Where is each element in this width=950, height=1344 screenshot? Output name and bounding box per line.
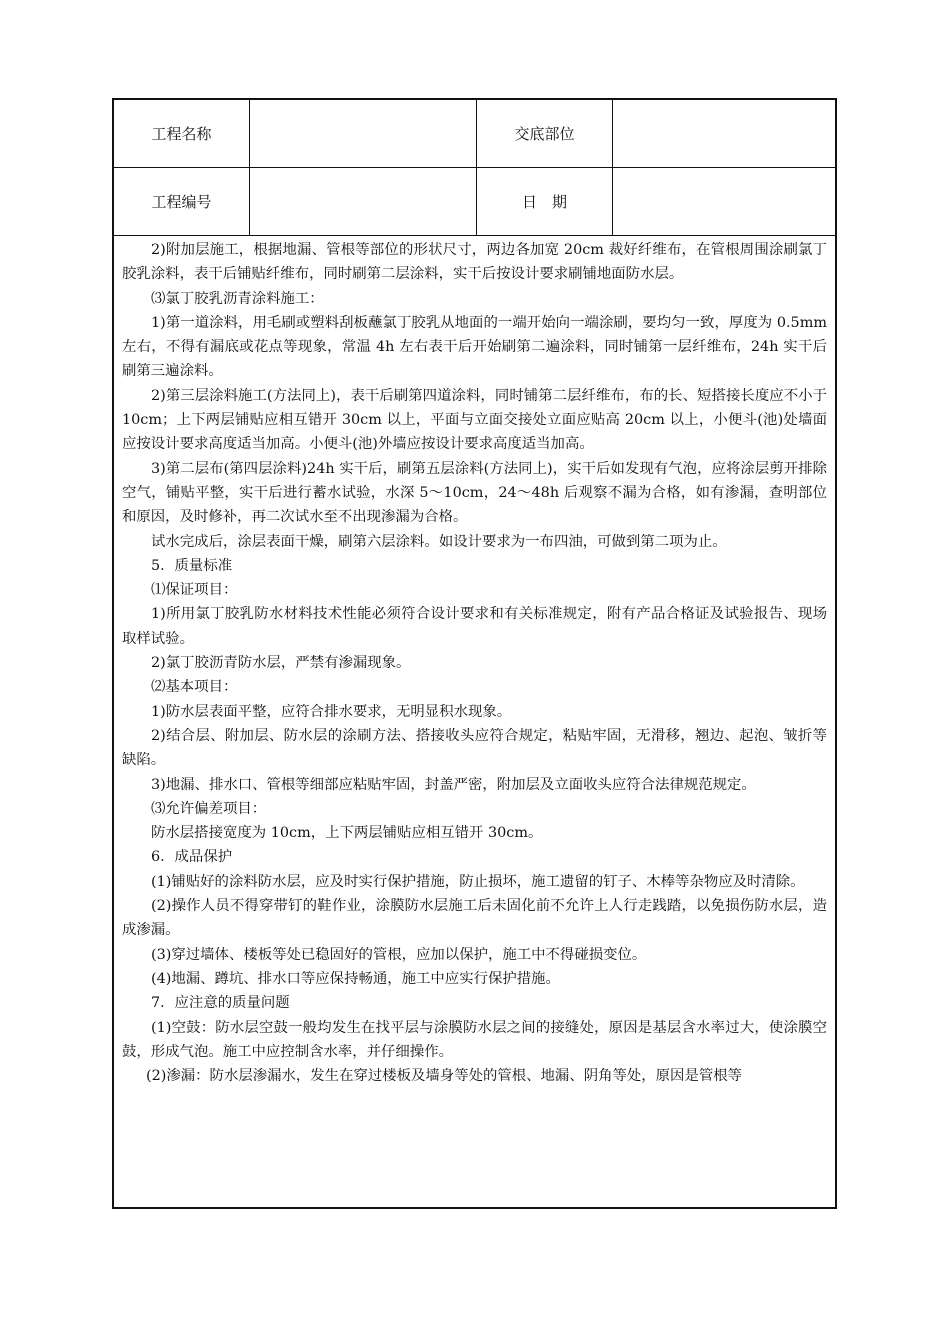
project-name-value	[250, 100, 477, 167]
paragraph: (4)地漏、蹲坑、排水口等应保持畅通，施工中应实行保护措施。	[151, 970, 560, 987]
paragraph: ⑶允许偏差项目：	[151, 800, 267, 817]
paragraph: ⑶氯丁胶乳沥青涂料施工：	[151, 290, 324, 307]
paragraph: 2)氯丁胶沥青防水层，严禁有渗漏现象。	[151, 655, 411, 672]
paragraph: (2)渗漏：防水层渗漏水，发生在穿过楼板及墙身等处的管根、地漏、阴角等处，原因是管根等	[146, 1068, 743, 1085]
paragraph: 防水层搭接宽度为 10cm，上下两层铺贴应相互错开 30cm。	[151, 825, 543, 842]
paragraph: 试水完成后，涂层表面干燥，刷第六层涂料。如设计要求为一布四油，可做到第二项为止。	[151, 533, 727, 550]
paragraph: 1)所用氯丁胶乳防水材料技术性能必须符合设计要求和有关标准规定，附有产品合格证及试验报告、现场取样试验。	[122, 606, 827, 647]
project-name-label: 工程名称	[114, 100, 250, 167]
paragraph: (1)空鼓：防水层空鼓一般均发生在找平层与涂膜防水层之间的接缝处，原因是基层含水率过大，使涂膜空鼓，形成气泡。施工中应控制含水率，并仔细操作。	[122, 1019, 827, 1060]
location-value	[613, 100, 837, 167]
paragraph: ⑵基本项目：	[151, 679, 238, 696]
paragraph: 2)附加层施工，根据地漏、管根等部位的形状尺寸，两边各加宽 20cm 裁好纤维布，在管根周围涂刷氯丁胶乳涂料，表干后铺贴纤维布，同时刷第二层涂料，实干后按设计要求刷铺地面防水层。	[122, 242, 827, 283]
paragraph: (2)操作人员不得穿带钉的鞋作业，涂膜防水层施工后未固化前不允许上人行走践踏，以免损伤防水层，造成渗漏。	[122, 898, 827, 939]
paragraph: 1)防水层表面平整，应符合排水要求，无明显积水现象。	[151, 703, 512, 720]
section-heading: 6．成品保护	[151, 849, 233, 866]
paragraph: 3)地漏、排水口、管根等细部应粘贴牢固，封盖严密，附加层及立面收头应符合法律规范规定。	[151, 776, 756, 793]
header-row-1	[114, 100, 835, 168]
paragraph: 2)结合层、附加层、防水层的涂刷方法、搭接收头应符合规定，粘贴牢固，无滑移，翘边、起泡、皱折等缺陷。	[122, 727, 827, 769]
date-value	[613, 168, 837, 235]
paragraph: (3)穿过墙体、楼板等处已稳固好的管根，应加以保护，施工中不得碰损变位。	[151, 946, 647, 963]
paragraph: 2)第三层涂料施工(方法同上)，表干后刷第四道涂料，同时铺第二层纤维布，布的长、短搭接长度应不小于 10cm；上下两层铺贴应相互错开 30cm 以上，平面与立面交接处立面应贴高 20cm 以上，小便斗(池)处墙面应按设计要求高度适当加高。小便斗(池)外墙应按设计要求高度适当加高。	[122, 387, 827, 453]
project-no-value	[250, 168, 477, 235]
body-text	[122, 238, 827, 1088]
date-label: 日 期	[477, 168, 613, 235]
disclosure-form	[112, 98, 837, 1209]
section-heading: 5．质量标准	[151, 557, 233, 574]
location-label: 交底部位	[477, 100, 613, 167]
paragraph: ⑴保证项目：	[151, 582, 238, 599]
paragraph: 3)第二层布(第四层涂料)24h 实干后，刷第五层涂料(方法同上)，实干后如发现有气泡，应将涂层剪开排除空气，铺贴平整，实干后进行蓄水试验，水深 5～10cm，24～48h 后观察不漏为合格，如有渗漏，查明部位和原因，及时修补，再二次试水至不出现渗漏为合格。	[122, 460, 827, 526]
header-row-2	[114, 168, 835, 236]
paragraph: (1)铺贴好的涂料防水层，应及时实行保护措施，防止损坏，施工遗留的钉子、木棒等杂物应及时清除。	[151, 873, 805, 890]
project-no-label: 工程编号	[114, 168, 250, 235]
section-heading: 7．应注意的质量问题	[151, 995, 290, 1012]
paragraph: 1)第一道涂料，用毛刷或塑料刮板蘸氯丁胶乳从地面的一端开始向一端涂刷，要均匀一致，厚度为 0.5mm 左右，不得有漏底或花点等现象，常温 4h 左右表干后开始刷第二遍涂料，同时铺第一层纤维布，24h 实干后刷第三遍涂料。	[122, 314, 827, 380]
